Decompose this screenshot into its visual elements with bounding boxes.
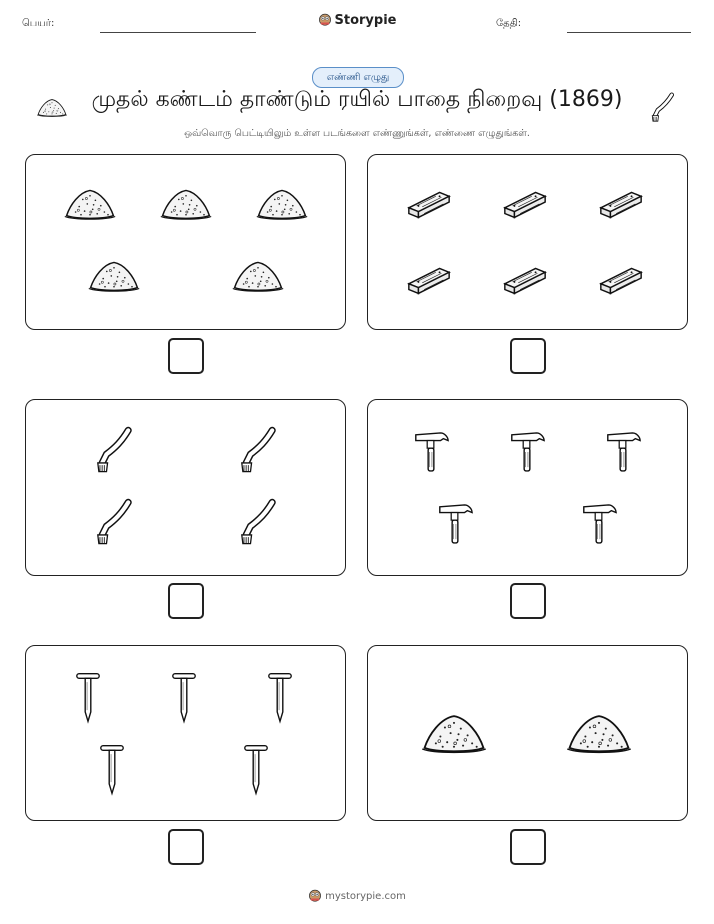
hammer-icon (580, 498, 618, 548)
instruction-text: ஒவ்வொரு பெட்டியிலும் உள்ள படங்களை எண்ணுங்கள், எண்ணை எழுதுங்கள். (184, 128, 530, 139)
count-panel-6 (367, 645, 688, 821)
brand (0, 12, 714, 28)
track-spike-icon (648, 92, 676, 124)
page-title: முதல் கண்டம் தாண்டும் ரயில் பாதை நிறைவு (1869) (91, 87, 623, 112)
answer-box-4[interactable] (510, 583, 546, 619)
gravel-pile-icon (565, 707, 633, 757)
railroad-nail-icon (170, 670, 198, 724)
owl-logo-icon (318, 12, 332, 26)
wooden-railroad-tie-icon (405, 186, 453, 220)
wooden-railroad-tie-icon (405, 262, 453, 296)
hammer-icon (436, 498, 474, 548)
answer-box-1[interactable] (168, 338, 204, 374)
footer-url[interactable]: mystorypie.com (325, 891, 406, 902)
bent-spike-icon (234, 498, 280, 548)
railroad-nail-icon (98, 742, 126, 796)
answer-box-6[interactable] (510, 829, 546, 865)
answer-box-5[interactable] (168, 829, 204, 865)
date-label: தேதி: (496, 18, 522, 29)
hammer-icon (412, 426, 450, 476)
count-panel-1 (25, 154, 346, 330)
name-line[interactable] (100, 32, 256, 33)
gravel-pile-icon (231, 255, 285, 295)
wooden-railroad-tie-icon (501, 262, 549, 296)
gravel-pile-icon (87, 255, 141, 295)
hammer-icon (604, 426, 642, 476)
wooden-railroad-tie-icon (597, 186, 645, 220)
railroad-nail-icon (242, 742, 270, 796)
gravel-pile-icon (159, 183, 213, 223)
owl-logo-icon (308, 888, 322, 902)
brand-name: Storypie (334, 13, 397, 28)
answer-box-3[interactable] (168, 583, 204, 619)
count-panel-2 (367, 154, 688, 330)
date-line[interactable] (567, 32, 691, 33)
gravel-pile-icon (420, 707, 488, 757)
wooden-railroad-tie-icon (597, 262, 645, 296)
answer-box-2[interactable] (510, 338, 546, 374)
footer (0, 888, 714, 902)
bent-spike-icon (234, 426, 280, 476)
railroad-nail-icon (266, 670, 294, 724)
hammer-icon (508, 426, 546, 476)
railroad-nail-icon (74, 670, 102, 724)
activity-tag: எண்ணி எழுது (312, 67, 404, 88)
gravel-pile-icon (63, 183, 117, 223)
wooden-railroad-tie-icon (501, 186, 549, 220)
bent-spike-icon (90, 498, 136, 548)
bent-spike-icon (90, 426, 136, 476)
count-panel-3 (25, 399, 346, 576)
name-label: பெயர்: (22, 18, 55, 29)
gravel-pile-icon (255, 183, 309, 223)
